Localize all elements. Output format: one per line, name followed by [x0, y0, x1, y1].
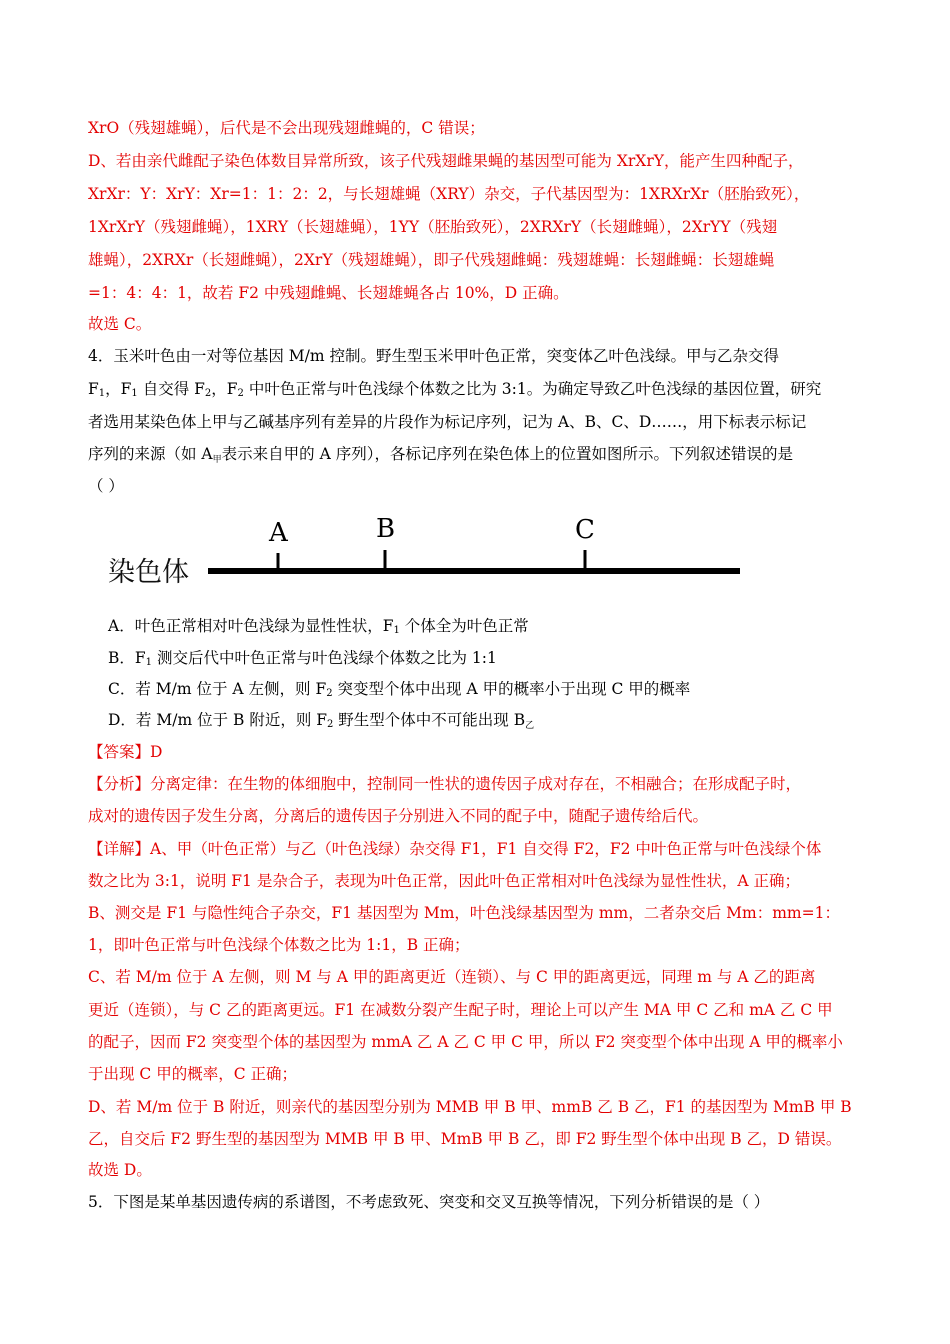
detail-line: 1，即叶色正常与叶色浅绿个体数之比为 1:1，B 正确； [88, 936, 470, 954]
option-d: D．若 M/m 位于 B 附近，则 $F_2$ 野生型个体中不可能出现 $B_乙$ [108, 711, 535, 731]
marker-c-label: C [575, 515, 595, 545]
detail-line: C、若 M/m 位于 A 左侧，则 M 与 A 甲的距离更近（连锁）、与 C 甲的距离更远，同理 m 与 A 乙的距离 [88, 968, 816, 986]
question-4-stem: 序列的来源（如 $A_甲$表示来自甲的 A 序列），各标记序列在染色体上的位置如图所示。下列叙述错误的是 [88, 445, 793, 465]
detail-line: 乙，自交后 F2 野生型的基因型为 MMB 甲 B 甲、MmB 甲 B 乙，即 F2 野生型个体中出现 B 乙，D 错误。 [88, 1130, 842, 1148]
question-4-stem: 4．玉米叶色由一对等位基因 M/m 控制。野生型玉米甲叶色正常，突变体乙叶色浅绿。甲与乙杂交得 [88, 347, 780, 365]
detail-line: 更近（连锁），与 C 乙的距离更远。F1 在减数分裂产生配子时，理论上可以产生 MA 甲 C 乙和 mA 乙 C 甲 [88, 1001, 833, 1019]
detail-line: 【详解】A、甲（叶色正常）与乙（叶色浅绿）杂交得 F1，F1 自交得 F2，F2 中叶色正常与叶色浅绿个体 [88, 840, 822, 858]
prev-explanation-line: D、若由亲代雌配子染色体数目异常所致，该子代残翅雌果蝇的基因型可能为 XrXrY，能产生四种配子， [88, 152, 804, 170]
prev-conclusion: 故选 C。 [88, 315, 152, 333]
option-c: C．若 M/m 位于 A 左侧，则 $F_2$ 突变型个体中出现 A 甲的概率小于出现 C 甲的概率 [108, 680, 691, 699]
analysis-line: 【分析】分离定律：在生物的体细胞中，控制同一性状的遗传因子成对存在，不相融合；在形成配子时， [88, 775, 802, 793]
prev-explanation-line: XrXr：Y：XrY：Xr=1：1：2：2，与长翅雄蝇（XRY）杂交，子代基因型为：1XRXrXr（胚胎致死）， [88, 185, 810, 203]
chromosome-label: 染色体 [108, 557, 189, 588]
analysis-line: 成对的遗传因子发生分离，分离后的遗传因子分别进入不同的配子中，随配子遗传给后代。 [88, 807, 709, 825]
question-4-stem: 者选用某染色体上甲与乙碱基序列有差异的片段作为标记序列，记为 A、B、C、D……，用下标表示标记 [88, 413, 807, 431]
option-a: A．叶色正常相对叶色浅绿为显性性状，$F_1$ 个体全为叶色正常 [108, 617, 529, 636]
prev-explanation-line: XrO（残翅雄蝇），后代是不会出现残翅雌蝇的，C 错误； [88, 119, 485, 137]
marker-a-label: A [269, 518, 288, 548]
answer-line: 【答案】D [88, 743, 163, 761]
prev-explanation-line: =1：4：4：1，故若 F2 中残翅雌蝇、长翅雄蝇各占 10%，D 正确。 [88, 284, 569, 302]
prev-explanation-line: 1XrXrY（残翅雌蝇），1XRY（长翅雄蝇），1YY（胚胎致死），2XRXrY（长翅雌蝇），2XrYY（残翅 [88, 218, 778, 236]
question-5-stem: 5．下图是某单基因遗传病的系谱图，不考虑致死、突变和交叉互换等情况，下列分析错误的是（ ） [88, 1193, 770, 1211]
detail-line: 于出现 C 甲的概率，C 正确； [88, 1065, 298, 1083]
question-4-blank: （ ） [88, 477, 124, 495]
option-b: B．$F_1$ 测交后代中叶色正常与叶色浅绿个体数之比为 1:1 [108, 649, 497, 668]
detail-line: 数之比为 3:1，说明 F1 是杂合子，表现为叶色正常，因此叶色正常相对叶色浅绿为显性性状，A 正确； [88, 872, 800, 890]
detail-line: D、若 M/m 位于 B 附近，则亲代的基因型分别为 MMB 甲 B 甲、mmB 乙 B 乙，F1 的基因型为 MmB 甲 B [88, 1098, 852, 1116]
detail-line: B、测交是 F1 与隐性纯合子杂交，F1 基因型为 Mm，叶色浅绿基因型为 mm，二者杂交后 Mm：mm=1： [88, 904, 840, 922]
detail-conclusion: 故选 D。 [88, 1161, 152, 1179]
marker-b-label: B [376, 514, 396, 544]
detail-line: 的配子，因而 F2 突变型个体的基因型为 mmA 乙 A 乙 C 甲 C 甲，所以 F2 突变型个体中出现 A 甲的概率小 [88, 1033, 843, 1051]
prev-explanation-line: 雄蝇），2XRXr（长翅雌蝇），2XrY（残翅雄蝇），即子代残翅雌蝇：残翅雄蝇：长翅雌蝇：长翅雄蝇 [88, 251, 775, 269]
question-4-stem: $F_1$，$F_1$ 自交得 $F_2$，$F_2$ 中叶色正常与叶色浅绿个体数之比为 3:1。为确定导致乙叶色浅绿的基因位置，研究 [88, 380, 822, 399]
chromosome-diagram [100, 510, 750, 590]
